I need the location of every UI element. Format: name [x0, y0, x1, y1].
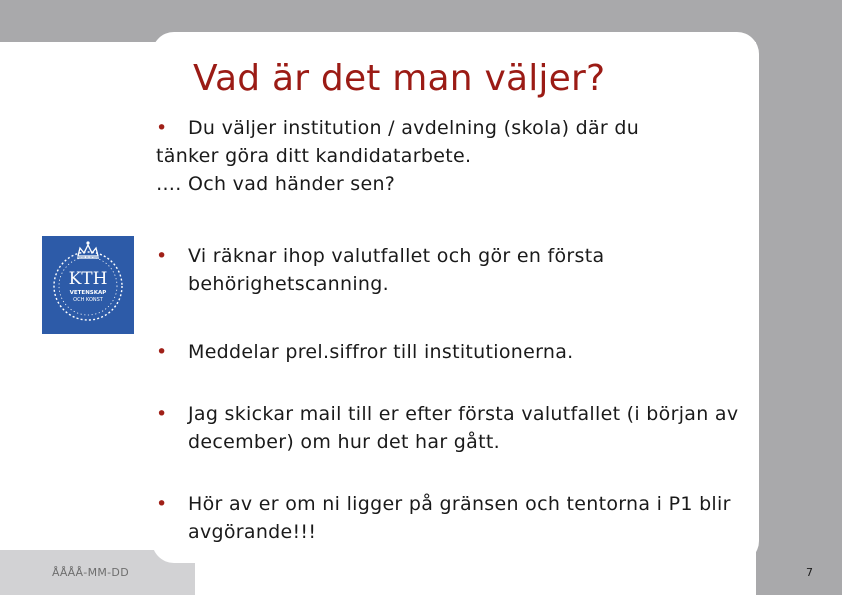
slide-title: Vad är det man väljer?: [193, 58, 606, 99]
bullet-marker: •: [156, 403, 168, 425]
bullet-text: Meddelar prel.siffror till institutionerna.: [188, 341, 574, 363]
bullet-item-3: [156, 400, 826, 456]
page-number: 7: [806, 566, 813, 579]
intro-block: [156, 114, 639, 198]
bullet-item-1: [156, 242, 666, 298]
bullet-text: Vi räknar ihop valutfallet och gör en första behörighetscanning.: [188, 245, 605, 295]
bullet-text: Hör av er om ni ligger på gränsen och tentorna i P1 blir avgörande!!!: [188, 493, 731, 543]
bullet-item-2: [156, 338, 716, 366]
bullet-marker: •: [156, 245, 168, 267]
bullet-marker: •: [156, 493, 168, 515]
intro-line-3: …. Och vad händer sen?: [156, 173, 396, 195]
intro-bullet: •: [156, 117, 168, 139]
kth-logo: [42, 236, 134, 334]
logo-line-1: VETENSKAP: [69, 290, 107, 296]
logo-name: KTH: [68, 269, 108, 289]
footer-date: ÅÅÅÅ-MM-DD: [52, 566, 129, 579]
bullet-marker: •: [156, 341, 168, 363]
intro-line-1: • Du väljer institution / avdelning (skola) där du: [156, 114, 639, 142]
logo-line-2: OCH KONST: [73, 297, 103, 303]
intro-line-2: tänker göra ditt kandidatarbete.: [156, 145, 472, 167]
bullet-text: Jag skickar mail till er efter första valutfallet (i början av december) om hur det har gått.: [188, 403, 739, 453]
kth-seal-icon: [42, 236, 134, 334]
bullet-item-4: [156, 490, 826, 546]
